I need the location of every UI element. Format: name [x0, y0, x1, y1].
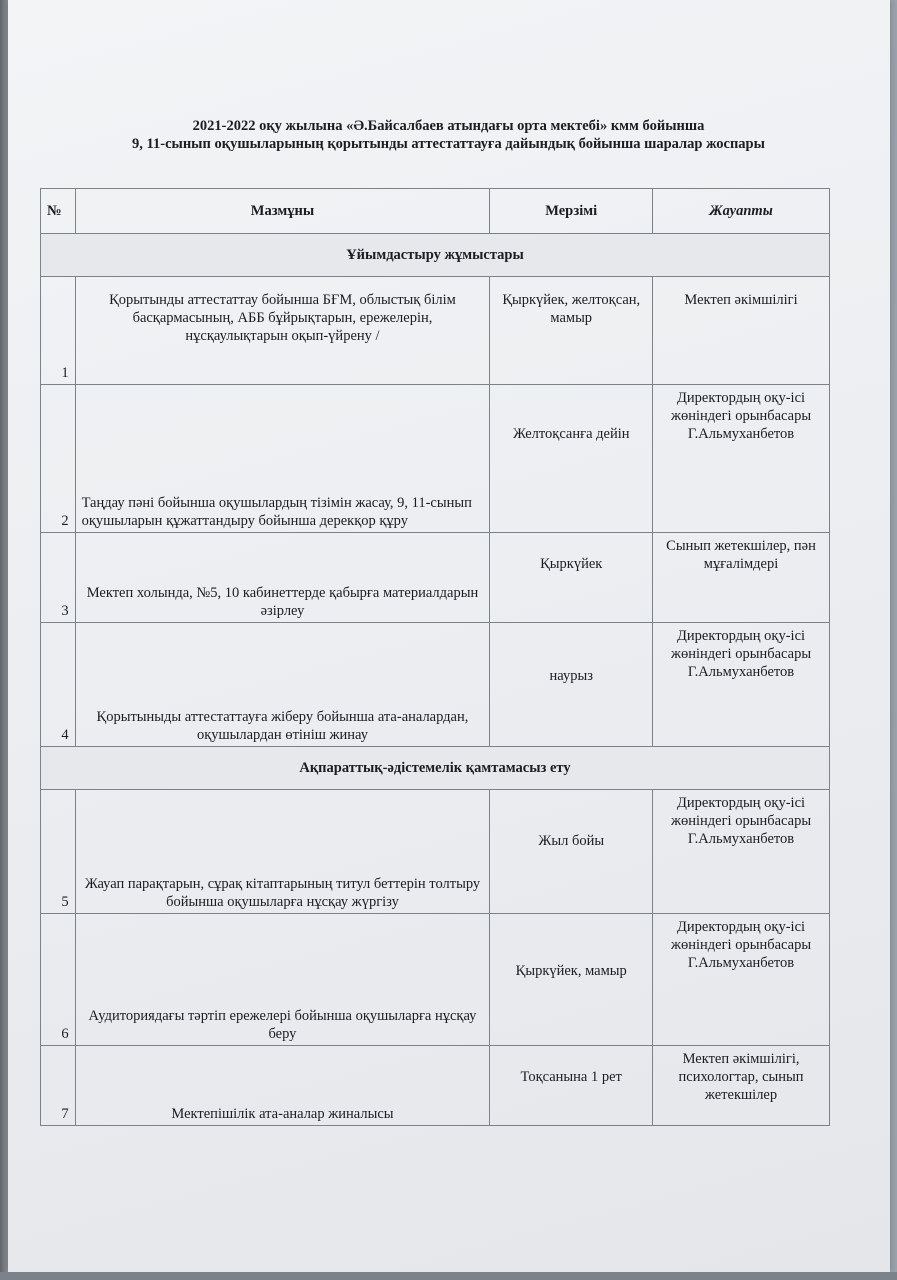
table-row [41, 385, 830, 533]
row-responsible: Директордың оқу-ісі жөніндегі орынбасары Г.Альмуханбетов [653, 914, 830, 1046]
row-content: Мектепішілік ата-аналар жиналысы [75, 1046, 490, 1126]
row-content: Таңдау пәні бойынша оқушылардың тізімін жасау, 9, 11-сынып оқушыларын құжаттандыру бойынша дерекқор құру [75, 385, 490, 533]
row-content: Аудиториядағы тәртіп ережелері бойынша оқушыларға нұсқау беру [75, 914, 490, 1046]
row-content: Мектеп холында, №5, 10 кабинеттерде қабырға материалдарын әзірлеу [75, 533, 490, 623]
row-responsible: Мектеп әкімшілігі [653, 277, 830, 385]
row-responsible: Сынып жетекшілер, пән мұғалімдері [653, 533, 830, 623]
row-responsible: Директордың оқу-ісі жөніндегі орынбасары Г.Альмуханбетов [653, 790, 830, 914]
row-date: Қыркүйек [490, 533, 653, 623]
section-title: Ұйымдастыру жұмыстары [41, 234, 830, 277]
row-date: наурыз [490, 623, 653, 747]
header-no: № [41, 189, 76, 234]
row-content: Қорытынды аттестаттау бойынша БҒМ, облыстық білім басқармасының, АББ бұйрықтарын, ережелерін, нұсқаулықтарын оқып-үйрену / [75, 277, 490, 385]
document-title [0, 117, 897, 153]
table-header-row [41, 189, 830, 234]
table-row [41, 914, 830, 1046]
row-number: 2 [41, 385, 76, 533]
row-content: Қорытыныды аттестаттауға жіберу бойынша ата-аналардан, оқушылардан өтініш жинау [75, 623, 490, 747]
row-responsible: Мектеп әкімшілігі, психологтар, сынып жетекшілер [653, 1046, 830, 1126]
plan-table [40, 188, 830, 1126]
photo-edge-bottom [0, 1272, 897, 1280]
photo-edge-left [0, 0, 8, 1280]
row-date: Қыркүйек, желтоқсан, мамыр [490, 277, 653, 385]
row-content: Жауап парақтарын, сұрақ кітаптарының титул беттерін толтыру бойынша оқушыларға нұсқау жүргізу [75, 790, 490, 914]
row-number: 7 [41, 1046, 76, 1126]
row-responsible: Директордың оқу-ісі жөніндегі орынбасары Г.Альмуханбетов [653, 385, 830, 533]
row-number: 6 [41, 914, 76, 1046]
table-row [41, 623, 830, 747]
title-line-2: 9, 11-сынып оқушыларының қорытынды аттестаттауға дайындық бойынша шаралар жоспары [132, 136, 765, 152]
header-date: Мерзімі [490, 189, 653, 234]
row-date: Жыл бойы [490, 790, 653, 914]
row-number: 5 [41, 790, 76, 914]
table-row [41, 790, 830, 914]
row-number: 4 [41, 623, 76, 747]
section-title: Ақпараттық-әдістемелік қамтамасыз ету [41, 747, 830, 790]
row-date: Тоқсанына 1 рет [490, 1046, 653, 1126]
table-row [41, 533, 830, 623]
header-content: Мазмұны [75, 189, 490, 234]
row-number: 1 [41, 277, 76, 385]
section-row-methodology [41, 747, 830, 790]
row-responsible: Директордың оқу-ісі жөніндегі орынбасары Г.Альмуханбетов [653, 623, 830, 747]
row-date: Қыркүйек, мамыр [490, 914, 653, 1046]
header-responsible: Жауапты [653, 189, 830, 234]
section-row-organization [41, 234, 830, 277]
title-line-1: 2021-2022 оқу жылына «Ә.Байсалбаев атындағы орта мектебі» кмм бойынша [192, 118, 705, 134]
table-row [41, 1046, 830, 1126]
table-row [41, 277, 830, 385]
row-date: Желтоқсанға дейін [490, 385, 653, 533]
row-number: 3 [41, 533, 76, 623]
